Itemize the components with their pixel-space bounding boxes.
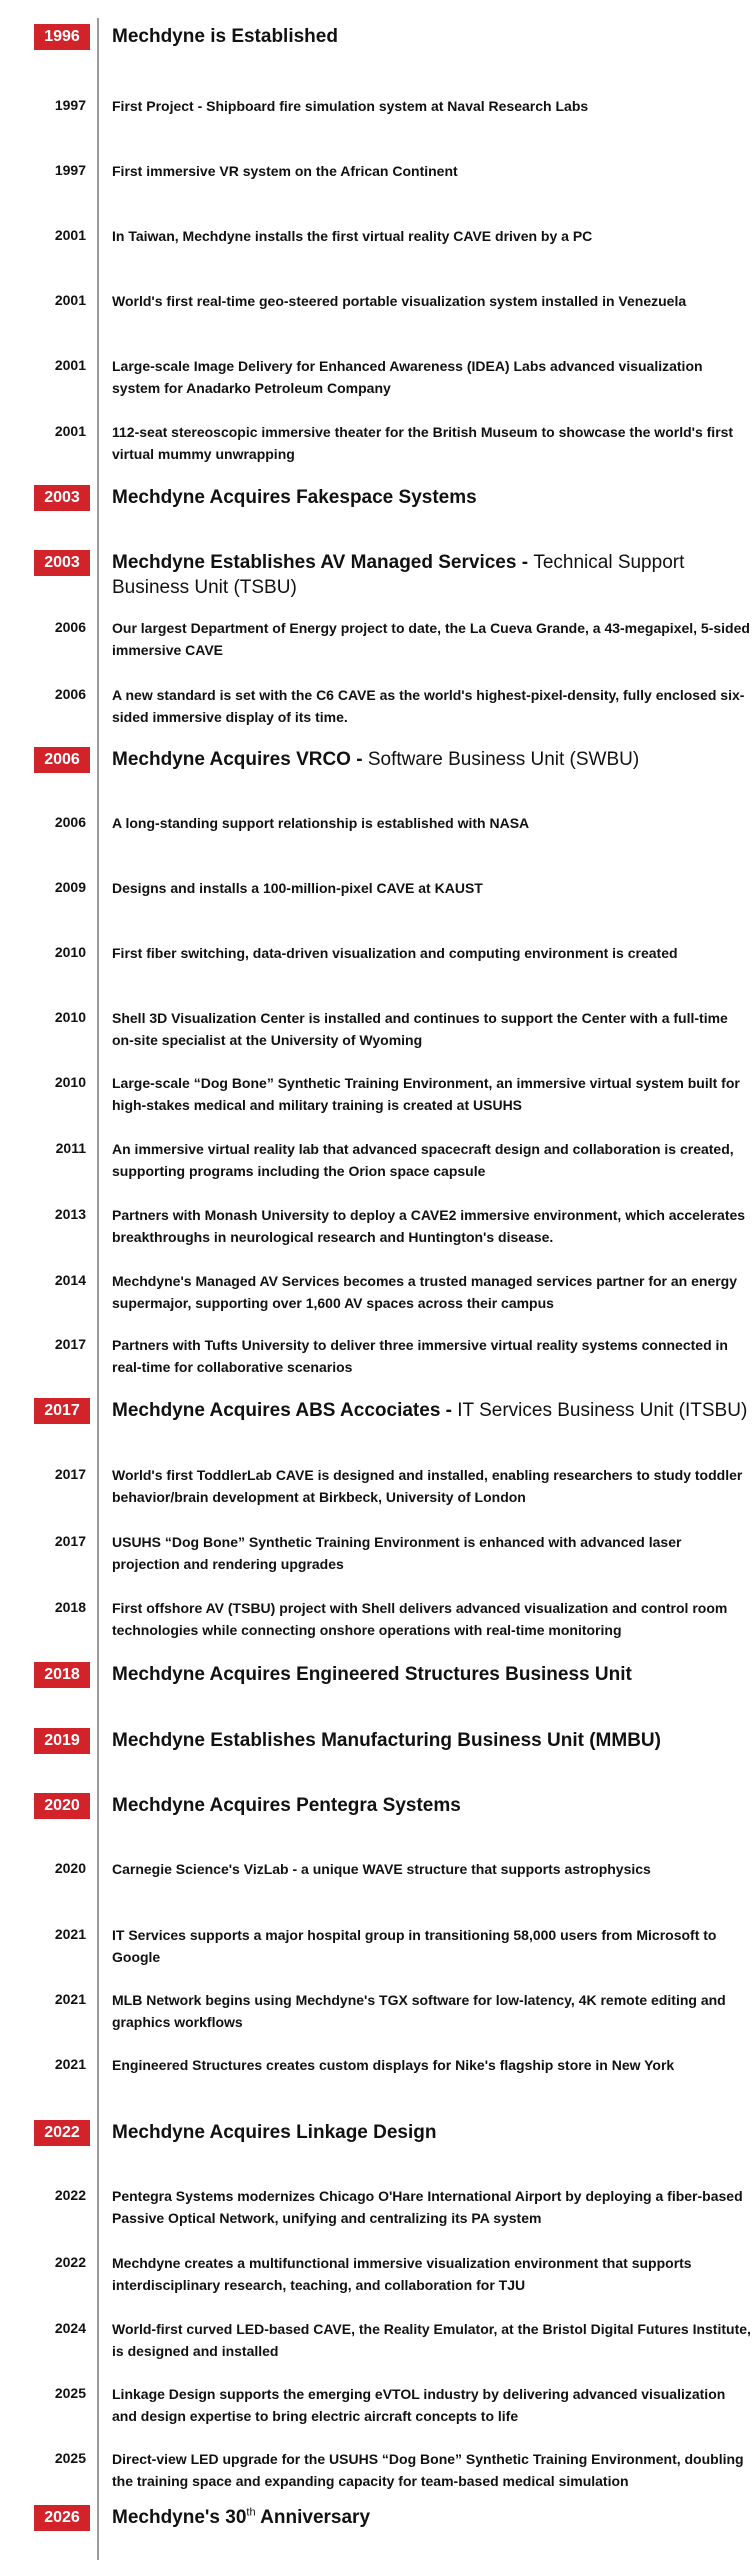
- event-year: 2001: [54, 292, 86, 308]
- event-description: Partners with Tufts University to deliver three immersive virtual reality systems connected in real-time for collaborative scenarios: [112, 1337, 728, 1375]
- event-description: Linkage Design supports the emerging eVTOL industry by delivering advanced visualization and design expertise to bring electric aircraft concepts to life: [112, 2386, 726, 2424]
- event-description: World's first ToddlerLab CAVE is designed and installed, enabling researchers to study toddler behavior/brain development at Birkbeck, University of London: [112, 1467, 743, 1505]
- event-year: 2010: [54, 944, 86, 960]
- event-description: MLB Network begins using Mechdyne's TGX software for low-latency, 4K remote editing and graphics workflows: [112, 1992, 726, 2030]
- event-description: Pentegra Systems modernizes Chicago O'Hare International Airport by deploying a fiber-based Passive Optical Network, unifying and centralizing its PA system: [112, 2188, 743, 2226]
- year-badge: 2003: [34, 485, 90, 511]
- year-badge: 2003: [34, 550, 90, 576]
- event-year: 2013: [54, 1206, 86, 1222]
- event-year: 2014: [54, 1272, 86, 1288]
- event-year: 2021: [54, 1991, 86, 2007]
- event-description: An immersive virtual reality lab that advanced spacecraft design and collaboration is created, supporting programs including the Orion space capsule: [112, 1141, 734, 1179]
- event-description: Our largest Department of Energy project to date, the La Cueva Grande, a 43-megapixel, 5-sided immersive CAVE: [112, 620, 750, 658]
- year-badge: 1996: [34, 24, 90, 50]
- event-year: 2010: [54, 1009, 86, 1025]
- milestone-title: Mechdyne Acquires ABS Accociates -: [112, 1400, 458, 1421]
- event-description: Direct-view LED upgrade for the USUHS “Dog Bone” Synthetic Training Environment, doubling the training space and expanding capacity for team-based medical simulation: [112, 2451, 744, 2489]
- milestone-subtitle: IT Services Business Unit (ITSBU): [457, 1400, 748, 1421]
- event-description: World-first curved LED-based CAVE, the Reality Emulator, at the Bristol Digital Futures Institute, is designed and installed: [112, 2321, 751, 2359]
- event-year: 2011: [55, 1140, 86, 1156]
- event-description: In Taiwan, Mechdyne installs the first virtual reality CAVE driven by a PC: [112, 228, 593, 244]
- milestone-text: [112, 747, 752, 772]
- event-year: 2001: [54, 357, 86, 373]
- event-description: Carnegie Science's VizLab - a unique WAVE structure that supports astrophysics: [112, 1861, 651, 1877]
- milestone-text: [112, 1662, 752, 1687]
- event-year: 2006: [54, 814, 86, 830]
- event-year: 2017: [54, 1533, 86, 1549]
- event-description: Mechdyne's Managed AV Services becomes a trusted managed services partner for an energy supermajor, supporting over 1,600 AV spaces across their campus: [112, 1273, 738, 1311]
- milestone-title: Mechdyne Acquires Fakespace Systems: [112, 487, 477, 508]
- event-year: 2006: [54, 686, 86, 702]
- event-year: 2021: [54, 1926, 86, 1942]
- event-description: World's first real-time geo-steered portable visualization system installed in Venezuela: [112, 293, 687, 309]
- year-badge: 2017: [34, 1398, 90, 1424]
- event-description: A new standard is set with the C6 CAVE as the world's highest-pixel-density, fully enclosed six-sided immersive display of its time.: [112, 687, 745, 725]
- event-description: First offshore AV (TSBU) project with Shell delivers advanced visualization and control room technologies while connecting onshore operations with real-time monitoring: [112, 1600, 728, 1638]
- milestone-title: Mechdyne Acquires VRCO -: [112, 749, 368, 770]
- milestone-text: [112, 485, 752, 510]
- event-description: Large-scale “Dog Bone” Synthetic Training Environment, an immersive virtual system built for high-stakes medical and military training is created at USUHS: [112, 1075, 740, 1113]
- year-badge: 2020: [34, 1793, 90, 1819]
- event-description: USUHS “Dog Bone” Synthetic Training Environment is enhanced with advanced laser projection and rendering upgrades: [112, 1534, 682, 1572]
- milestone-text: [112, 2505, 752, 2530]
- event-description: IT Services supports a major hospital group in transitioning 58,000 users from Microsoft to Google: [112, 1927, 717, 1965]
- event-description: Engineered Structures creates custom displays for Nike's flagship store in New York: [112, 2057, 675, 2073]
- event-description: Mechdyne creates a multifunctional immersive visualization environment that supports interdisciplinary research, teaching, and collaboration for TJU: [112, 2255, 692, 2293]
- milestone-text: [112, 550, 752, 600]
- event-year: 2025: [54, 2450, 86, 2466]
- event-year: 2022: [54, 2254, 86, 2270]
- anniversary-text: Mechdyne's 30: [112, 2507, 247, 2528]
- event-description: Large-scale Image Delivery for Enhanced Awareness (IDEA) Labs advanced visualization system for Anadarko Petroleum Company: [112, 358, 703, 396]
- event-description: Designs and installs a 100-million-pixel CAVE at KAUST: [112, 880, 483, 896]
- event-year: 1997: [54, 97, 86, 113]
- event-year: 2017: [54, 1336, 86, 1352]
- event-description: 112-seat stereoscopic immersive theater for the British Museum to showcase the world's first virtual mummy unwrapping: [112, 424, 734, 462]
- year-badge: 2019: [34, 1728, 90, 1754]
- milestone-title: Mechdyne Acquires Linkage Design: [112, 2122, 437, 2143]
- event-year: 2017: [54, 1466, 86, 1482]
- milestone-text: [112, 1398, 752, 1423]
- year-badge: 2026: [34, 2505, 90, 2531]
- timeline-axis: [97, 18, 99, 2560]
- milestone-text: [112, 1728, 752, 1753]
- event-year: 2018: [54, 1599, 86, 1615]
- milestone-title: Mechdyne is Established: [112, 26, 338, 47]
- event-year: 2025: [54, 2385, 86, 2401]
- event-year: 2001: [54, 423, 86, 439]
- milestone-title: Mechdyne Acquires Engineered Structures Business Unit: [112, 1664, 632, 1685]
- event-description: First Project - Shipboard fire simulation system at Naval Research Labs: [112, 98, 589, 114]
- event-year: 2009: [54, 879, 86, 895]
- milestone-text: [112, 2120, 752, 2145]
- year-badge: 2018: [34, 1662, 90, 1688]
- milestone-subtitle: Software Business Unit (SWBU): [367, 749, 640, 770]
- event-year: 2020: [54, 1860, 86, 1876]
- event-year: 2021: [54, 2056, 86, 2072]
- event-year: 2006: [54, 619, 86, 635]
- milestone-text: [112, 24, 752, 49]
- event-year: 1997: [54, 162, 86, 178]
- milestone-title: Mechdyne Establishes Manufacturing Business Unit (MMBU): [112, 1730, 661, 1751]
- milestone-title: Mechdyne Acquires Pentegra Systems: [112, 1795, 461, 1816]
- milestone-text: [112, 1793, 752, 1818]
- event-description: A long-standing support relationship is established with NASA: [112, 815, 530, 831]
- year-badge: 2006: [34, 747, 90, 773]
- milestone-subtitle: Technical Support Business Unit (TSBU): [112, 552, 685, 598]
- event-description: First fiber switching, data-driven visualization and computing environment is created: [112, 945, 678, 961]
- event-year: 2010: [54, 1074, 86, 1090]
- event-year: 2024: [54, 2320, 86, 2336]
- ordinal-suffix: th: [246, 2506, 256, 2519]
- event-description: Partners with Monash University to deploy a CAVE2 immersive environment, which accelerates breakthroughs in neurological research and Huntington's disease.: [112, 1207, 746, 1245]
- milestone-title: Mechdyne Establishes AV Managed Services -: [112, 552, 534, 573]
- anniversary-text-end: Anniversary: [255, 2507, 371, 2528]
- event-year: 2022: [54, 2187, 86, 2203]
- year-badge: 2022: [34, 2120, 90, 2146]
- event-year: 2001: [54, 227, 86, 243]
- event-description: Shell 3D Visualization Center is installed and continues to support the Center with a full-time on-site specialist at the University of Wyoming: [112, 1010, 728, 1048]
- event-description: First immersive VR system on the African Continent: [112, 163, 458, 179]
